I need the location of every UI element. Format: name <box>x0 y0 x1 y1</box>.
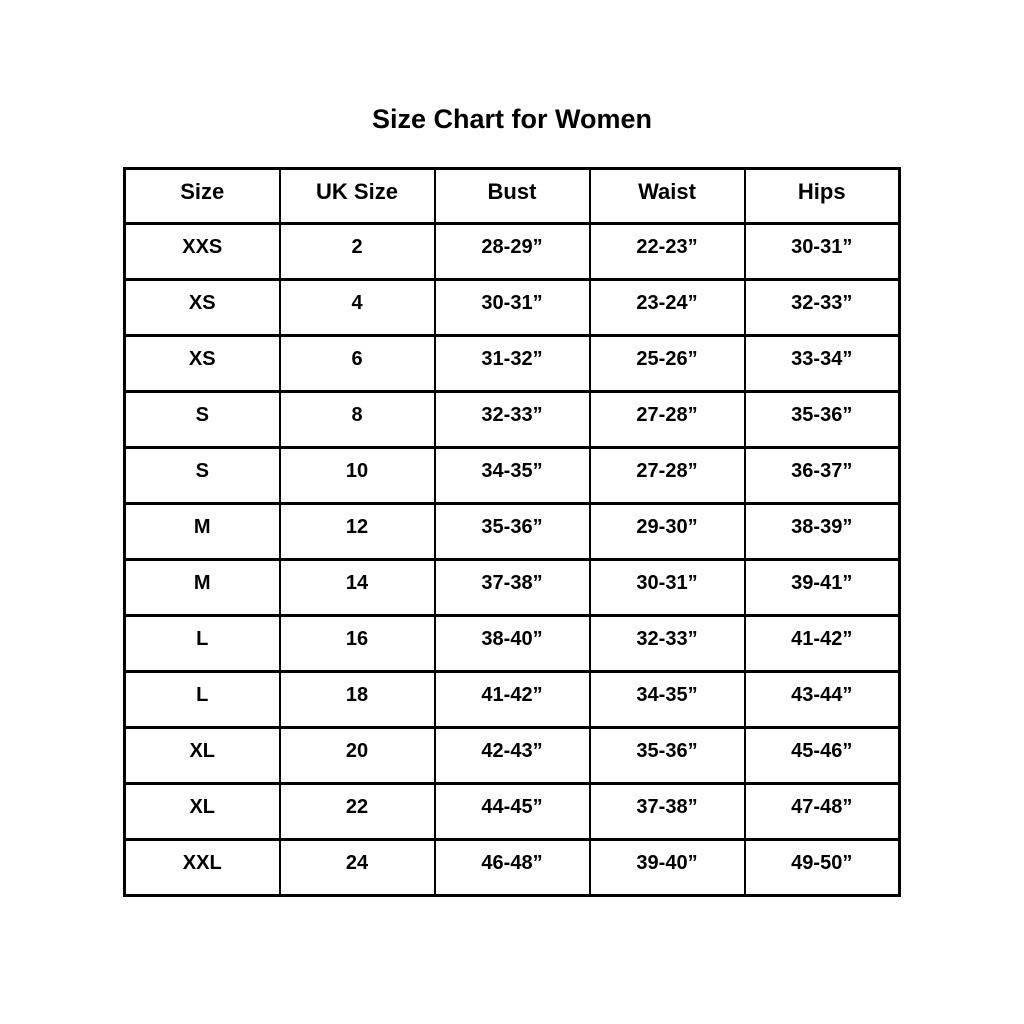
column-header-size: Size <box>125 169 280 224</box>
uk-size-cell: 10 <box>280 448 435 504</box>
hips-cell: 32-33” <box>745 280 900 336</box>
bust-cell: 41-42” <box>435 672 590 728</box>
hips-cell: 38-39” <box>745 504 900 560</box>
table-row <box>125 728 900 784</box>
waist-cell: 30-31” <box>590 560 745 616</box>
hips-cell: 35-36” <box>745 392 900 448</box>
waist-cell: 39-40” <box>590 840 745 896</box>
bust-cell: 31-32” <box>435 336 590 392</box>
hips-cell: 45-46” <box>745 728 900 784</box>
waist-cell: 25-26” <box>590 336 745 392</box>
waist-cell: 35-36” <box>590 728 745 784</box>
bust-cell: 37-38” <box>435 560 590 616</box>
table-row <box>125 504 900 560</box>
uk-size-cell: 8 <box>280 392 435 448</box>
bust-cell: 34-35” <box>435 448 590 504</box>
bust-cell: 30-31” <box>435 280 590 336</box>
size-cell: L <box>125 672 280 728</box>
uk-size-cell: 14 <box>280 560 435 616</box>
size-cell: L <box>125 616 280 672</box>
hips-cell: 30-31” <box>745 224 900 280</box>
waist-cell: 27-28” <box>590 392 745 448</box>
uk-size-cell: 6 <box>280 336 435 392</box>
size-cell: XS <box>125 280 280 336</box>
table-row <box>125 840 900 896</box>
size-cell: M <box>125 560 280 616</box>
hips-cell: 33-34” <box>745 336 900 392</box>
table-row <box>125 224 900 280</box>
bust-cell: 28-29” <box>435 224 590 280</box>
table-body <box>125 224 900 896</box>
hips-cell: 36-37” <box>745 448 900 504</box>
table-row <box>125 560 900 616</box>
table-row <box>125 392 900 448</box>
size-cell: XXS <box>125 224 280 280</box>
table-header <box>125 169 900 224</box>
table-row <box>125 672 900 728</box>
size-cell: M <box>125 504 280 560</box>
uk-size-cell: 24 <box>280 840 435 896</box>
hips-cell: 41-42” <box>745 616 900 672</box>
bust-cell: 38-40” <box>435 616 590 672</box>
uk-size-cell: 22 <box>280 784 435 840</box>
hips-cell: 49-50” <box>745 840 900 896</box>
waist-cell: 27-28” <box>590 448 745 504</box>
table-row <box>125 448 900 504</box>
size-cell: S <box>125 448 280 504</box>
table-header-row <box>125 169 900 224</box>
hips-cell: 47-48” <box>745 784 900 840</box>
hips-cell: 43-44” <box>745 672 900 728</box>
waist-cell: 34-35” <box>590 672 745 728</box>
size-cell: XS <box>125 336 280 392</box>
waist-cell: 23-24” <box>590 280 745 336</box>
waist-cell: 32-33” <box>590 616 745 672</box>
uk-size-cell: 18 <box>280 672 435 728</box>
size-cell: XL <box>125 728 280 784</box>
size-chart-table <box>123 167 901 897</box>
uk-size-cell: 2 <box>280 224 435 280</box>
bust-cell: 35-36” <box>435 504 590 560</box>
waist-cell: 37-38” <box>590 784 745 840</box>
uk-size-cell: 12 <box>280 504 435 560</box>
column-header-uk_size: UK Size <box>280 169 435 224</box>
table-row <box>125 616 900 672</box>
size-cell: XL <box>125 784 280 840</box>
bust-cell: 32-33” <box>435 392 590 448</box>
column-header-hips: Hips <box>745 169 900 224</box>
size-cell: XXL <box>125 840 280 896</box>
page-title: Size Chart for Women <box>371 104 653 134</box>
column-header-waist: Waist <box>590 169 745 224</box>
uk-size-cell: 4 <box>280 280 435 336</box>
hips-cell: 39-41” <box>745 560 900 616</box>
uk-size-cell: 20 <box>280 728 435 784</box>
table-row <box>125 784 900 840</box>
waist-cell: 29-30” <box>590 504 745 560</box>
uk-size-cell: 16 <box>280 616 435 672</box>
bust-cell: 42-43” <box>435 728 590 784</box>
waist-cell: 22-23” <box>590 224 745 280</box>
bust-cell: 46-48” <box>435 840 590 896</box>
size-cell: S <box>125 392 280 448</box>
table-row <box>125 336 900 392</box>
bust-cell: 44-45” <box>435 784 590 840</box>
column-header-bust: Bust <box>435 169 590 224</box>
table-row <box>125 280 900 336</box>
